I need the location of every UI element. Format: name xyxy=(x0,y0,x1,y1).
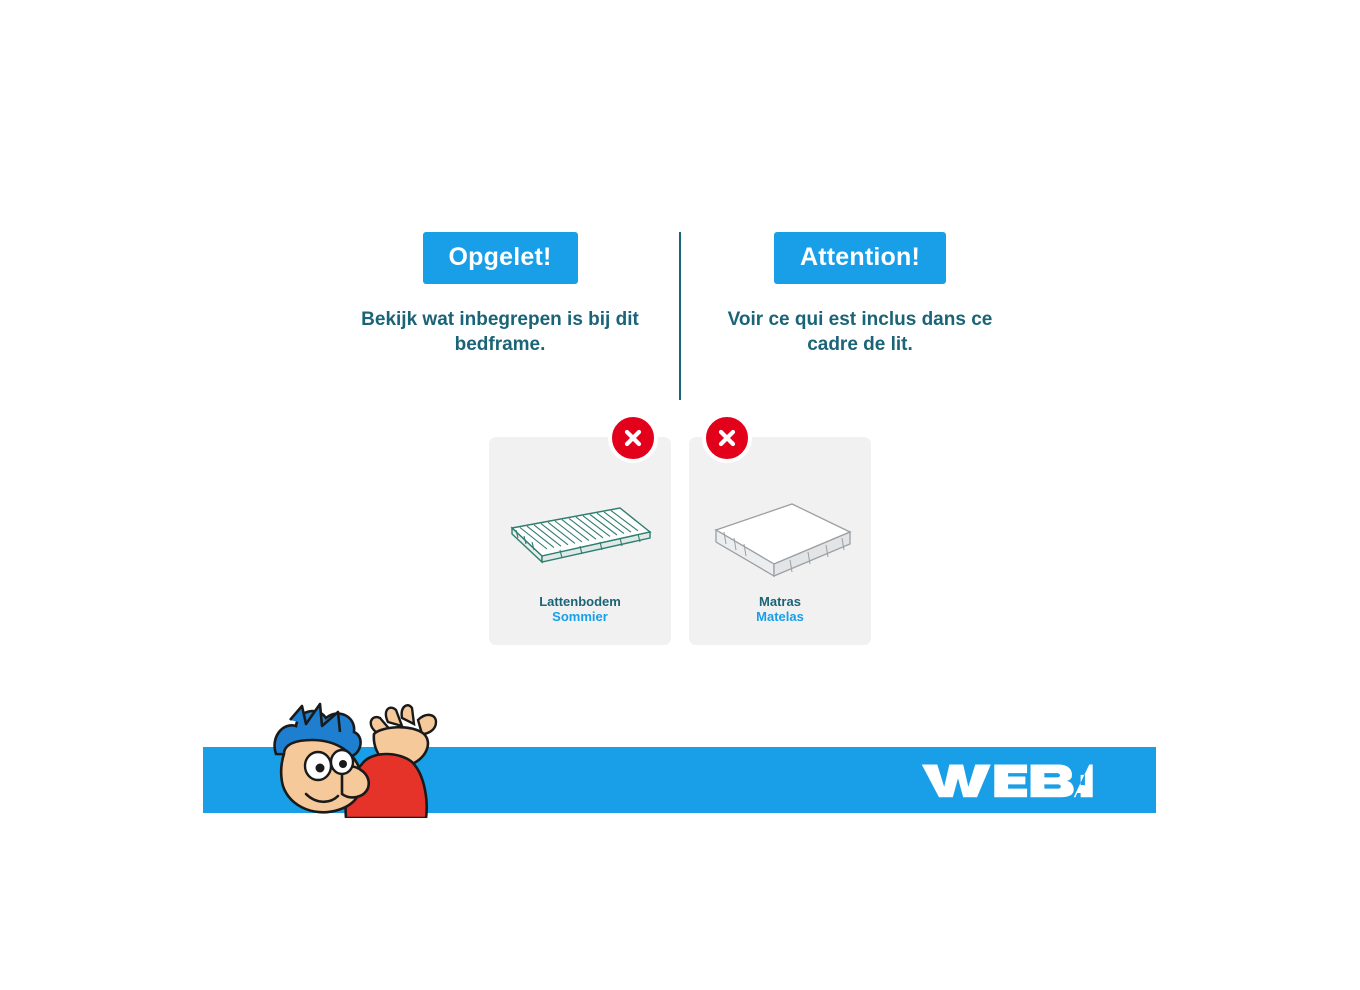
card-label-nl: Matras xyxy=(759,593,801,609)
mattress-icon xyxy=(689,489,871,594)
notice-text-nl: Bekijk wat inbegrepen is bij dit bedframe. xyxy=(361,309,639,356)
notice-area xyxy=(0,232,1360,400)
weba-mascot-icon xyxy=(250,700,470,818)
product-card-slatted-base xyxy=(489,437,671,645)
slatted-base-icon xyxy=(489,489,671,594)
card-labels xyxy=(689,594,871,625)
card-label-nl: Lattenbodem xyxy=(539,593,621,609)
card-body xyxy=(689,437,871,645)
product-card-mattress xyxy=(689,437,871,645)
notice-column-fr xyxy=(720,232,1000,357)
weba-logo xyxy=(920,761,1093,799)
notice-badge-fr: Attention! xyxy=(774,232,946,284)
cross-icon xyxy=(702,413,752,463)
cross-icon xyxy=(608,413,658,463)
card-labels xyxy=(489,594,671,625)
notice-column-nl xyxy=(360,232,640,357)
product-cards-area xyxy=(0,437,1360,645)
notice-badge-nl: Opgelet! xyxy=(423,232,578,284)
notice-divider xyxy=(679,232,681,400)
card-label-fr: Sommier xyxy=(552,609,608,625)
card-body xyxy=(489,437,671,645)
notice-text-fr: Voir ce qui est inclus dans ce cadre de lit. xyxy=(727,309,993,356)
card-label-fr: Matelas xyxy=(756,609,804,625)
